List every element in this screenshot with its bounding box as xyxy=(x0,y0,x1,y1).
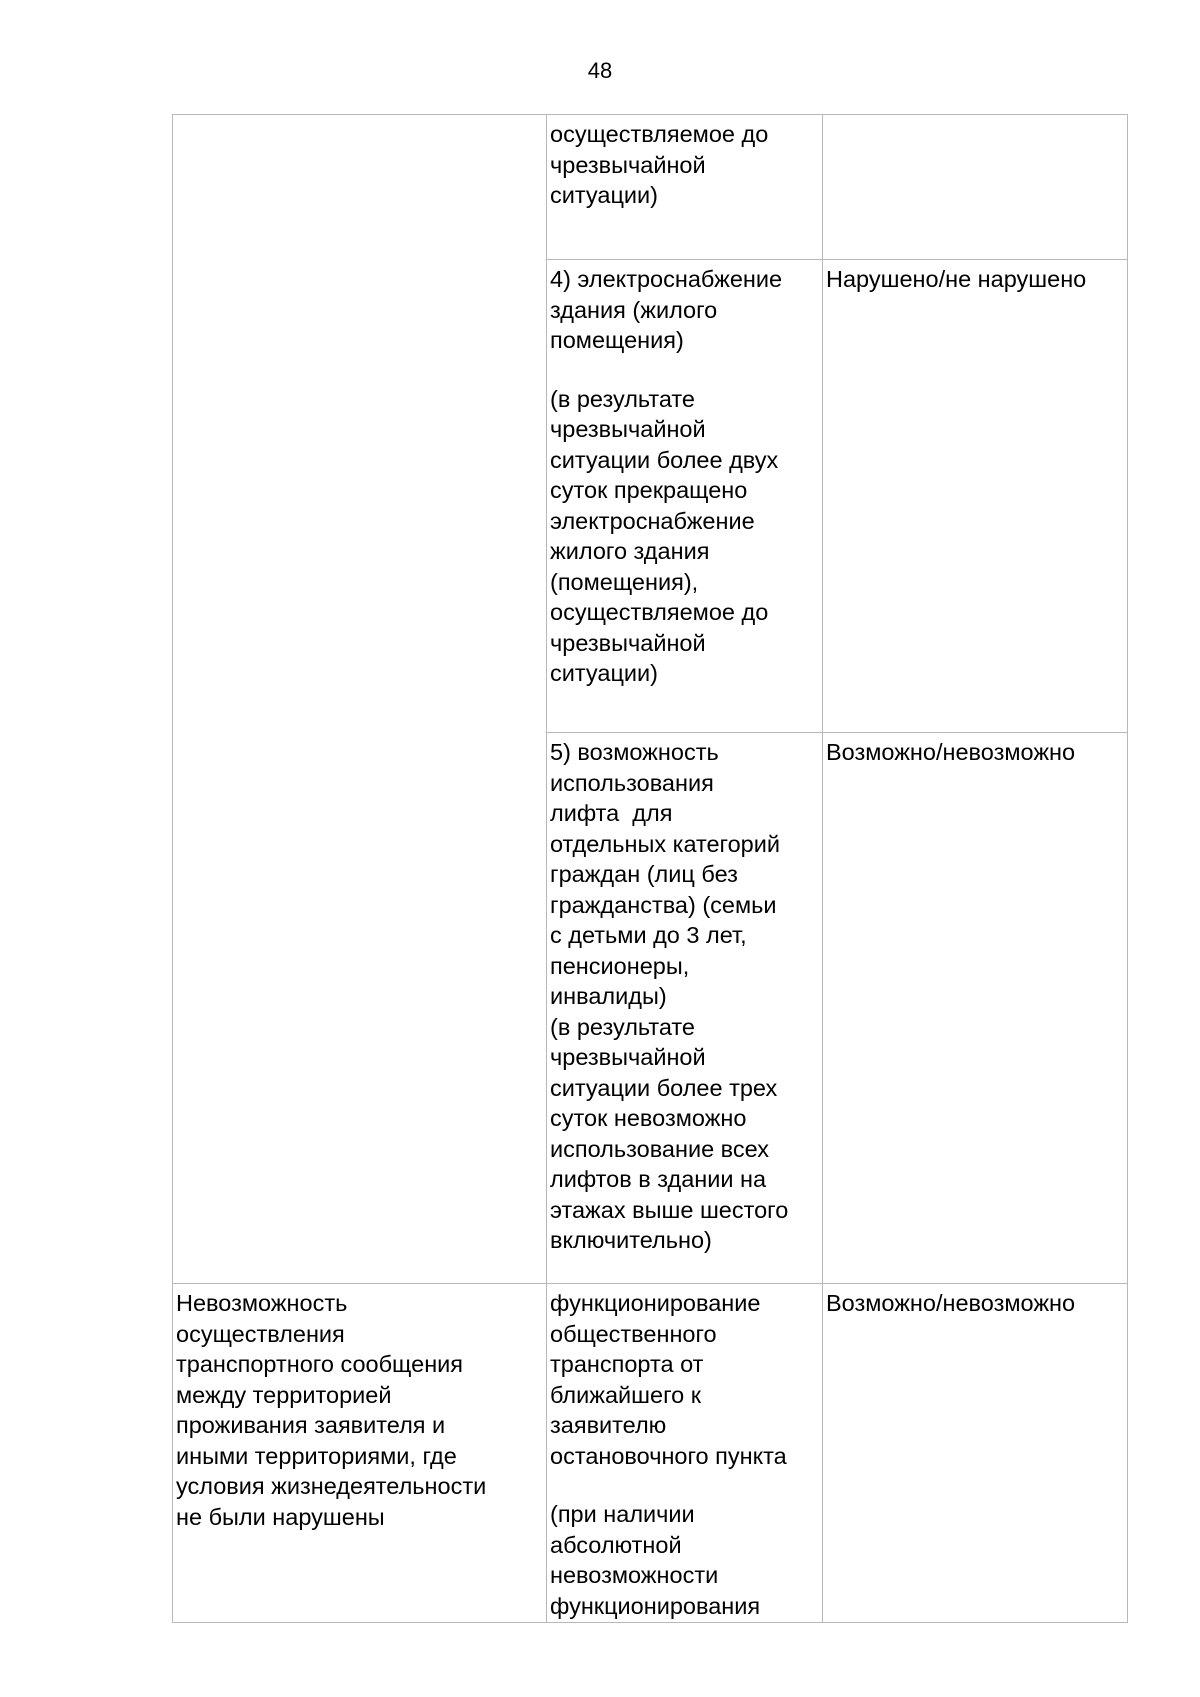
table-row xyxy=(173,1284,1128,1623)
status-cell xyxy=(823,733,1128,1284)
status-cell xyxy=(823,1284,1128,1623)
criterion-cell xyxy=(173,1284,547,1623)
status-text: Возможно/невозможно xyxy=(826,739,1076,765)
indicator-text: 4) электроснабжение здания (жилого помещения) xyxy=(550,266,783,353)
indicator-text: 5) возможность использования лифта для отдельных категорий граждан (лиц без гражданства) (семьи с детьми до 3 лет, пенсионеры, инвалиды) (в результате чрезвычайной ситуации более трех суток невозможно использование всех лифтов в здании на этажах выше шестого включительно) xyxy=(550,739,789,1253)
status-cell xyxy=(823,115,1128,260)
indicator-cell xyxy=(547,260,823,733)
status-text: Нарушено/не нарушено xyxy=(826,266,1087,292)
status-cell xyxy=(823,260,1128,733)
page-number: 48 xyxy=(587,58,613,83)
table-row xyxy=(173,115,1128,260)
indicator-text: функционирование общественного транспорта от ближайшего к заявителю остановочного пункта xyxy=(550,1290,787,1469)
indicator-note: (в результате чрезвычайной ситуации более двух суток прекращено электроснабжение жилого здания (помещения), осуществляемое до чрезвычайной ситуации) xyxy=(550,385,779,686)
criterion-cell xyxy=(173,115,547,1284)
indicator-cell xyxy=(547,1284,823,1623)
indicator-text: осуществляемое до чрезвычайной ситуации) xyxy=(550,121,769,208)
criterion-text: Невозможность осуществления транспортного сообщения между территорией проживания заявителя и иными территориями, где условия жизнедеятельности не были нарушены xyxy=(176,1290,487,1530)
indicator-cell xyxy=(547,115,823,260)
indicator-note: (при наличии абсолютной невозможности функционирования xyxy=(550,1501,761,1619)
paragraph-gap xyxy=(550,356,819,384)
status-text: Возможно/невозможно xyxy=(826,1290,1076,1316)
criteria-table xyxy=(172,114,1128,1623)
paragraph-gap xyxy=(550,1471,819,1499)
indicator-cell xyxy=(547,733,823,1284)
